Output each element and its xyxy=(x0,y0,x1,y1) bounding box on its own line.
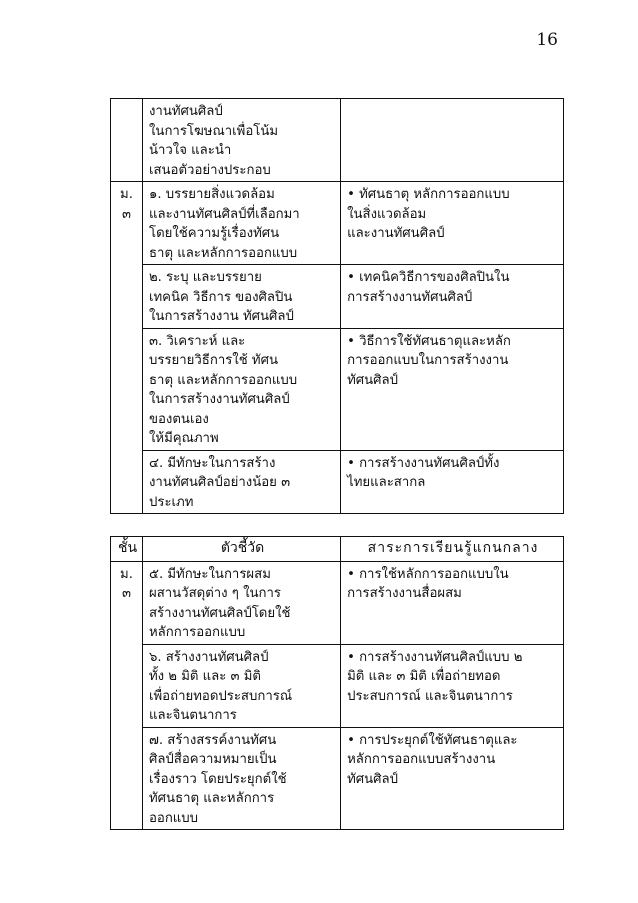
table-row xyxy=(111,727,564,830)
column-header-indicator: ตัวชี้วัด xyxy=(142,537,340,562)
page-number: 16 xyxy=(536,30,558,50)
table-row xyxy=(111,450,564,514)
indicator-cell: ๕. มีทักษะในการผสม ผสานวัสดุต่าง ๆ ในการ สร้างงานทัศนศิลป์โดยใช้ หลักการออกแบบ xyxy=(142,561,340,644)
table-row xyxy=(111,644,564,727)
indicator-cell: ๑. บรรยายสิ่งแวดล้อม และงานทัศนศิลป์ที่เลือกมา โดยใช้ความรู้เรื่องทัศน ธาตุ และหลักการออกแบบ xyxy=(142,182,340,265)
core-content-cell: • การประยุกต์ใช้ทัศนธาตุและ หลักการออกแบบสร้างงาน ทัศนศิลป์ xyxy=(341,727,564,830)
curriculum-table-continued xyxy=(110,98,564,514)
table-row xyxy=(111,561,564,644)
grade-level-cell: ม. ๓ xyxy=(111,561,143,830)
table-row xyxy=(111,328,564,450)
grade-level-cell xyxy=(111,99,143,182)
table-row xyxy=(111,182,564,265)
curriculum-table xyxy=(110,536,564,830)
core-content-cell: • เทคนิควิธีการของศิลปินใน การสร้างงานทัศนศิลป์ xyxy=(341,265,564,329)
core-content-cell: • วิธีการใช้ทัศนธาตุและหลัก การออกแบบในการสร้างงาน ทัศนศิลป์ xyxy=(341,328,564,450)
core-content-cell: • การสร้างงานทัศนศิลป์ทั้ง ไทยและสากล xyxy=(341,450,564,514)
indicator-cell: ๗. สร้างสรรค์งานทัศน ศิลป์สื่อความหมายเป็น เรื่องราว โดยประยุกต์ใช้ ทัศนธาตุ และหลักการ ออกแบบ xyxy=(142,727,340,830)
indicator-cell: ๖. สร้างงานทัศนศิลป์ ทั้ง ๒ มิติ และ ๓ มิติ เพื่อถ่ายทอดประสบการณ์ และจินตนาการ xyxy=(142,644,340,727)
table-row xyxy=(111,99,564,182)
table-header-row xyxy=(111,537,564,562)
indicator-cell: ๒. ระบุ และบรรยาย เทคนิค วิธีการ ของศิลปิน ในการสร้างงาน ทัศนศิลป์ xyxy=(142,265,340,329)
core-content-cell xyxy=(341,99,564,182)
column-header-level: ชั้น xyxy=(111,537,143,562)
core-content-cell: • ทัศนธาตุ หลักการออกแบบ ในสิ่งแวดล้อม และงานทัศนศิลป์ xyxy=(341,182,564,265)
table-row xyxy=(111,265,564,329)
indicator-cell: ๔. มีทักษะในการสร้าง งานทัศนศิลป์อย่างน้อย ๓ ประเภท xyxy=(142,450,340,514)
grade-level-cell: ม. ๓ xyxy=(111,182,143,514)
column-header-core-content: สาระการเรียนรู้แกนกลาง xyxy=(341,537,564,562)
core-content-cell: • การใช้หลักการออกแบบใน การสร้างงานสื่อผสม xyxy=(341,561,564,644)
core-content-cell: • การสร้างงานทัศนศิลป์แบบ ๒ มิติ และ ๓ มิติ เพื่อถ่ายทอด ประสบการณ์ และจินตนาการ xyxy=(341,644,564,727)
indicator-cell: ๓. วิเคราะห์ และ บรรยายวิธีการใช้ ทัศน ธาตุ และหลักการออกแบบ ในการสร้างงานทัศนศิลป์ ของตนเอง ให้มีคุณภาพ xyxy=(142,328,340,450)
indicator-cell: งานทัศนศิลป์ ในการโฆษณาเพื่อโน้ม น้าวใจ และนำ เสนอตัวอย่างประกอบ xyxy=(142,99,340,182)
